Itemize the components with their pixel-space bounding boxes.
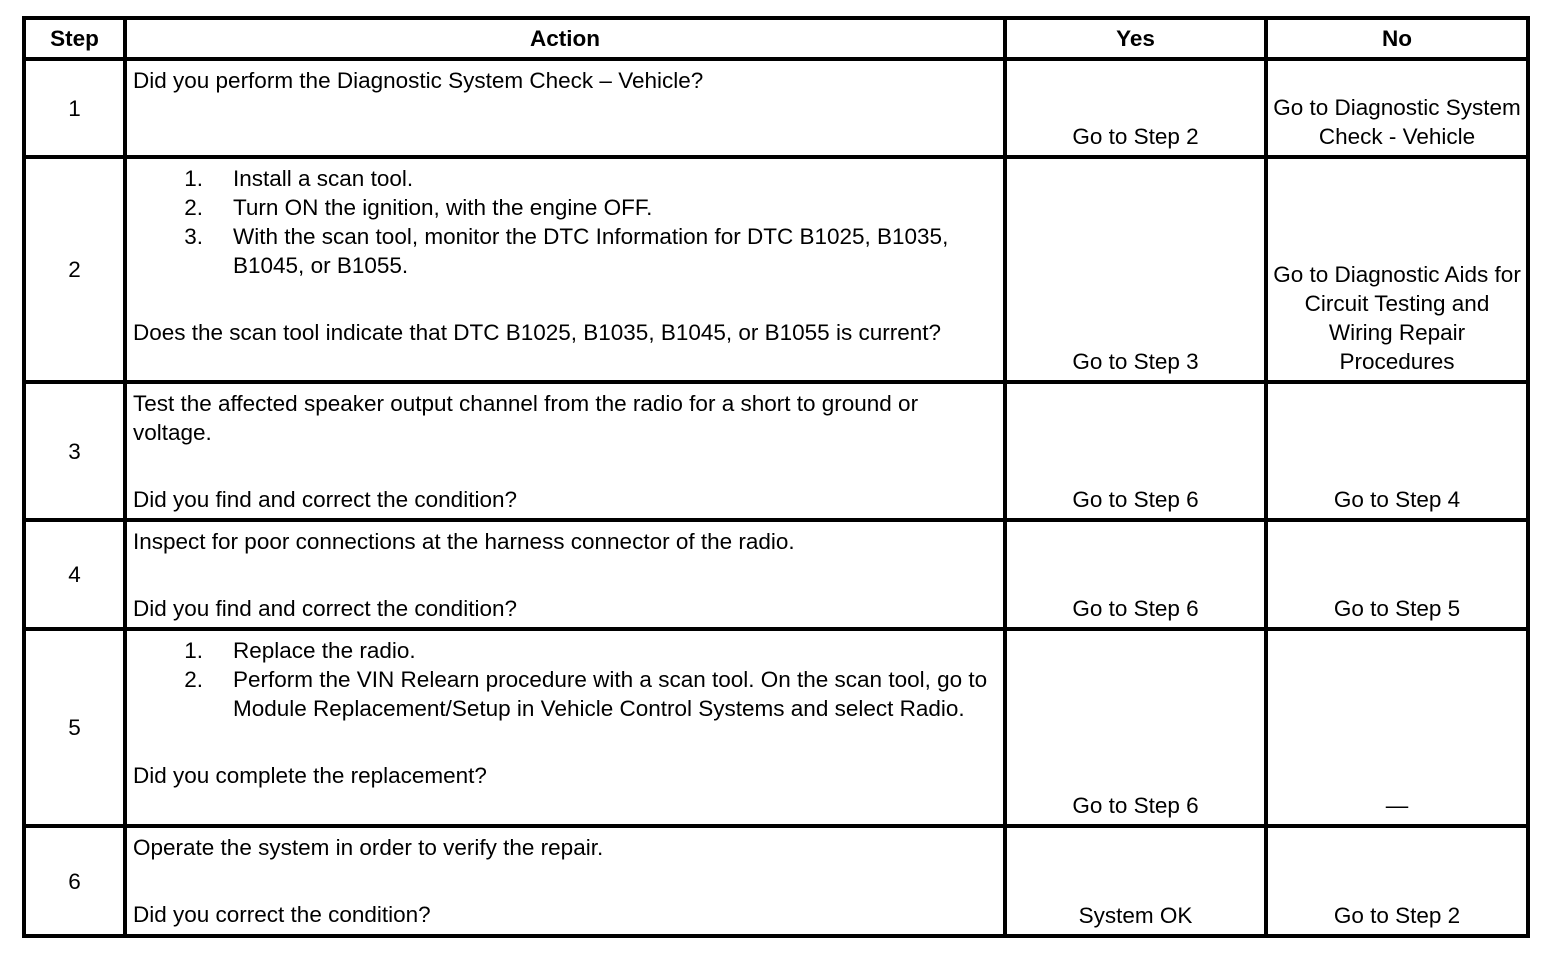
step-number: 1 [24,59,125,157]
action-step-list [133,636,997,723]
table-row [24,826,1528,936]
list-item [133,222,997,280]
table-row [24,382,1528,520]
no-result: Go to Step 4 [1266,382,1528,520]
yes-result: Go to Step 2 [1005,59,1266,157]
no-result: Go to Diagnostic Aids for Circuit Testing and Wiring Repair Procedures [1266,157,1528,382]
no-result: Go to Diagnostic System Check - Vehicle [1266,59,1528,157]
action-question: Did you find and correct the condition? [133,487,517,512]
action-question: Did you find and correct the condition? [133,596,517,621]
action-cell [125,520,1005,629]
action-question: Does the scan tool indicate that DTC B1025, B1035, B1045, or B1055 is current? [133,320,941,345]
no-result: — [1266,629,1528,826]
action-cell [125,826,1005,936]
table-row [24,59,1528,157]
header-no: No [1266,18,1528,59]
step-number: 5 [24,629,125,826]
list-item [133,164,997,193]
action-instruction: Inspect for poor connections at the harness connector of the radio. [133,529,795,554]
step-number: 6 [24,826,125,936]
step-number: 4 [24,520,125,629]
yes-result: Go to Step 6 [1005,629,1266,826]
list-item [133,636,997,665]
action-cell [125,59,1005,157]
step-number: 2 [24,157,125,382]
diagnostic-table [22,16,1530,938]
table-row [24,629,1528,826]
step-number: 3 [24,382,125,520]
header-action: Action [125,18,1005,59]
header-step: Step [24,18,125,59]
list-item-number: 1. [184,166,203,191]
action-step-list [133,164,997,280]
table-row [24,520,1528,629]
action-instruction: Test the affected speaker output channel from the radio for a short to ground or voltage. [133,391,919,445]
list-item-text: Turn ON the ignition, with the engine OFF. [233,195,653,220]
header-row [24,18,1528,59]
action-instruction: Did you perform the Diagnostic System Check – Vehicle? [133,68,704,93]
list-item [133,665,997,723]
header-yes: Yes [1005,18,1266,59]
list-item-text: Perform the VIN Relearn procedure with a scan tool. On the scan tool, go to Module Replacement/Setup in Vehicle Control Systems and select Radio. [233,667,988,721]
list-item-number: 3. [184,224,203,249]
list-item-number: 2. [184,195,203,220]
yes-result: System OK [1005,826,1266,936]
action-cell [125,382,1005,520]
action-question: Did you complete the replacement? [133,763,487,788]
list-item-text: With the scan tool, monitor the DTC Information for DTC B1025, B1035, B1045, or B1055. [233,224,949,278]
no-result: Go to Step 5 [1266,520,1528,629]
list-item-number: 2. [184,667,203,692]
yes-result: Go to Step 6 [1005,520,1266,629]
table-row [24,157,1528,382]
list-item-text: Install a scan tool. [233,166,414,191]
list-item-text: Replace the radio. [233,638,416,663]
action-question: Did you correct the condition? [133,902,431,927]
yes-result: Go to Step 6 [1005,382,1266,520]
action-instruction: Operate the system in order to verify the repair. [133,835,604,860]
list-item [133,193,997,222]
action-cell [125,629,1005,826]
no-result: Go to Step 2 [1266,826,1528,936]
yes-result: Go to Step 3 [1005,157,1266,382]
action-cell [125,157,1005,382]
table-body [24,59,1528,936]
list-item-number: 1. [184,638,203,663]
